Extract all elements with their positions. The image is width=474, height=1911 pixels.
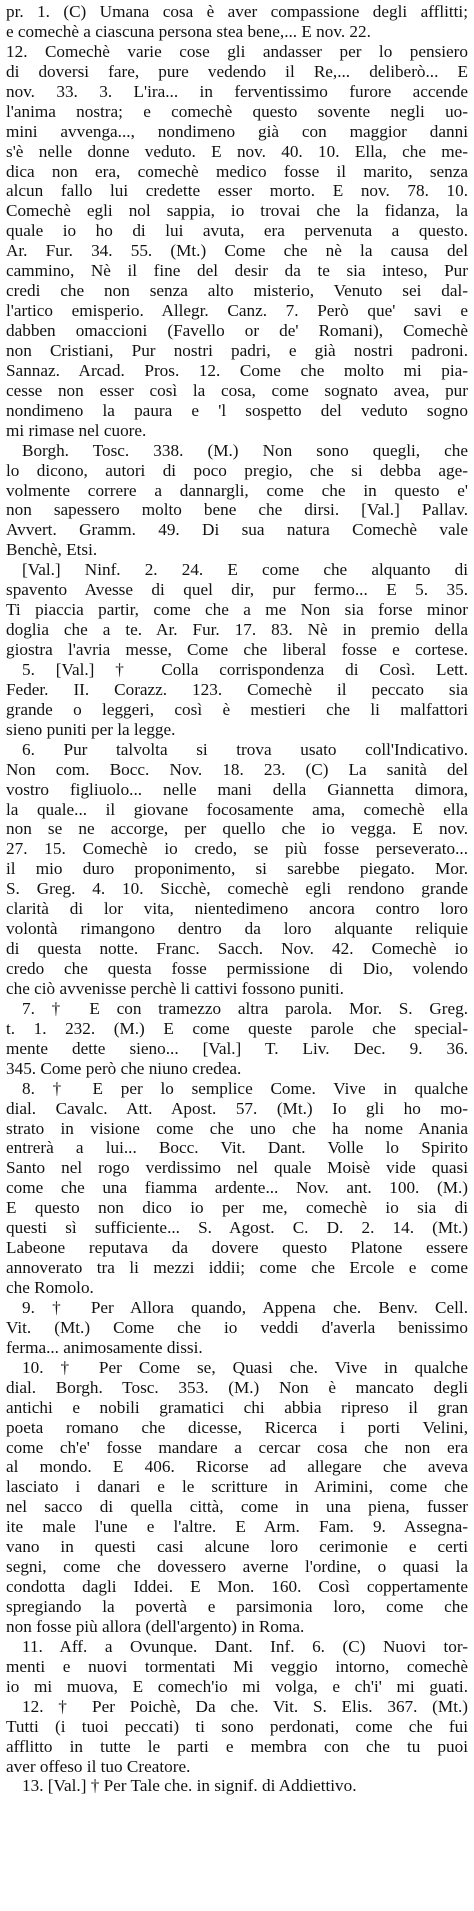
text-line: annoverato tra li mezzi iddii; come che Ercole e come bbox=[6, 1258, 468, 1278]
text-line: Santo nel rogo verdissimo nel quale Moisè vide quasi bbox=[6, 1158, 468, 1178]
text-line: questi sì sufficiente... S. Agost. C. D. 2. 14. (Mt.) bbox=[6, 1218, 468, 1238]
text-line: entrerà a lui... Bocc. Vit. Dant. Volle lo Spirito bbox=[6, 1138, 468, 1158]
text-line: credi che non senza alto misterio, Venuto sei dal- bbox=[6, 281, 468, 301]
text-line: Vit. (Mt.) Come che io veddi d'averla benissimo bbox=[6, 1317, 468, 1337]
text-line: come che una fiamma ardente... Nov. ant. 100. (M.) bbox=[6, 1178, 468, 1198]
text-line: pr. 1. (C) Umana cosa è aver compassione degli afflitti; bbox=[6, 2, 468, 21]
text-line: 5. [Val.] † Colla corrispondenza di Così. Lett. bbox=[22, 659, 468, 679]
text-line: ite male l'une e l'altre. E Arm. Fam. 9. Assegna- bbox=[6, 1517, 468, 1537]
text-line: mente dette sieno... [Val.] T. Liv. Dec. 9. 36. bbox=[6, 1038, 468, 1058]
text-line: Avvert. Gramm. 49. Di sua natura Comechè vale bbox=[6, 520, 468, 540]
text-line: che Romolo. bbox=[6, 1278, 94, 1297]
text-line: 6. Pur talvolta si trova usato coll'Indicativo. bbox=[22, 739, 468, 759]
text-line: s'è nelle donne veduto. E nov. 40. 10. Ella, che me- bbox=[6, 141, 468, 161]
text-line: Tutti (i tuoi peccati) ti sono perdonati, come che fui bbox=[6, 1716, 468, 1736]
text-line: dabben omaccioni (Favello or de' Romani), Comechè bbox=[6, 321, 468, 340]
text-line: nov. 33. 3. L'ira... in ferventissimo furore accende bbox=[6, 81, 468, 101]
text-line: io mi muova, E comech'io mi volga, e ch'i' mi guati. bbox=[6, 1676, 468, 1696]
text-line: t. 1. 232. (M.) E come queste parole che special- bbox=[6, 1018, 468, 1038]
text-line: Borgh. Tosc. 338. (M.) Non sono quegli, che bbox=[22, 440, 468, 460]
text-line: 27. 15. Comechè io credo, se più fosse perseverato... bbox=[6, 839, 468, 859]
text-line: lo dicono, autori di poco pregio, che si debba age- bbox=[6, 460, 468, 480]
text-line: come ch'e' fosse mandare a cercar cosa che non era bbox=[6, 1437, 468, 1457]
text-line: 8. † E per lo semplice Come. Vive in qualche bbox=[22, 1078, 468, 1098]
text-line: non fosse più allora (dell'argento) in Roma. bbox=[6, 1616, 305, 1636]
text-line: 12. † Per Poichè, Da che. Vit. S. Elis. 367. (Mt.) bbox=[22, 1696, 468, 1716]
text-line: l'anima nostra; e comechè questo sovente negli uo- bbox=[6, 101, 468, 121]
text-line: l'artico emisperio. Allegr. Canz. 7. Però que' savi e bbox=[6, 301, 468, 321]
text-line: vano in questi casi alcune loro cerimonie e certi bbox=[6, 1537, 468, 1557]
text-line: strato in visione come che uno che ha nome Anania bbox=[6, 1118, 468, 1138]
text-line: condotta dagli Iddei. E Mon. 160. Così coppertamente bbox=[6, 1577, 468, 1597]
text-line: Comechè egli nol sappia, io trovai che la fidanza, la bbox=[6, 201, 468, 221]
text-line: giostra l'avria messe, Come che liberal fosse e cortese. bbox=[6, 640, 468, 659]
text-line: di doversi fare, pure vedendo il Re,... deliberò... E bbox=[6, 61, 468, 81]
text-line: 9. † Per Allora quando, Appena che. Benv. Cell. bbox=[22, 1297, 468, 1317]
text-line: grande o leggeri, così è mestieri che li malfattori bbox=[6, 699, 468, 719]
text-line: cesse non esser così la cosa, come sognato avea, pur bbox=[6, 380, 468, 400]
text-line: Non com. Bocc. Nov. 18. 23. (C) La sanità del bbox=[6, 759, 468, 779]
text-line: Ar. Fur. 34. 55. (Mt.) Come che nè la causa del bbox=[6, 241, 468, 261]
text-line: antichi e nobili gramatici chi abbia ripreso il gran bbox=[6, 1397, 468, 1417]
text-line: segni, come che dovessero averne l'ordine, o quasi la bbox=[6, 1557, 468, 1577]
text-line: clarità di lor vita, nientedimeno ancora contro loro bbox=[6, 899, 468, 919]
text-line: [Val.] Ninf. 2. 24. E come che alquanto di bbox=[22, 560, 468, 580]
dictionary-page bbox=[6, 2, 468, 1907]
text-line: 12. Comechè varie cose gli andasser per lo pensiero bbox=[6, 41, 468, 61]
text-line: nondimeno la paura e 'l sospetto del veduto sogno bbox=[6, 400, 468, 420]
text-line: afflitto in tutte le parti e membra con che tu puoi bbox=[6, 1736, 468, 1756]
text-line: lasciato i danari e le scritture in Arimini, come che bbox=[6, 1477, 468, 1497]
text-line: nel sacco di quella città, come in una piena, fusser bbox=[6, 1497, 468, 1517]
text-line: Labeone reputava da dovere questo Platone essere bbox=[6, 1238, 468, 1258]
text-line: la quale... il giovane focosamente ama, comechè ella bbox=[6, 799, 468, 819]
text-line: 11. Aff. a Ovunque. Dant. Inf. 6. (C) Nuovi tor- bbox=[22, 1636, 468, 1656]
text-line: quale io ho di lui avuta, era pervenuta a questo. bbox=[6, 221, 468, 241]
text-line: volontà rimangono dentro da loro alquante reliquie bbox=[6, 919, 468, 939]
text-line: 13. [Val.] † Per Tale che. in signif. di Addiettivo. bbox=[22, 1776, 357, 1796]
text-line: sieno puniti per la legge. bbox=[6, 719, 176, 739]
text-line: poeta romano che dicesse, Ricerca i porti Velini, bbox=[6, 1417, 468, 1437]
text-line: E questo non dico io per me, comechè io sia di bbox=[6, 1198, 468, 1218]
text-line: Benchè, Etsi. bbox=[6, 540, 98, 560]
text-line: 10. † Per Come se, Quasi che. Vive in qualche bbox=[22, 1357, 468, 1377]
text-line: spavento Avesse di quel dir, pur fermo... E 5. 35. bbox=[6, 580, 468, 600]
text-line: Feder. II. Corazz. 123. Comechè il peccato sia bbox=[6, 679, 468, 699]
text-line: vostro figliuolo... nelle mani della Giannetta dimora, bbox=[6, 779, 468, 799]
text-line: S. Greg. 4. 10. Sicchè, comechè egli rendono grande bbox=[6, 879, 468, 899]
text-line: menti e nuovi tormentati Mi veggio intorno, comechè bbox=[6, 1656, 468, 1676]
text-line: il mio duro proponimento, si sarebbe piegato. Mor. bbox=[6, 859, 468, 879]
text-line: Ti piaccia partir, come che a me Non sia forse minor bbox=[6, 600, 468, 620]
text-line: non Cristiani, Pur nostri padri, e già nostri padroni. bbox=[6, 340, 468, 360]
text-line: al mondo. E 406. Ricorse ad allegare che aveva bbox=[6, 1457, 468, 1477]
text-line: credo che questa fosse permissione di Dio, volendo bbox=[6, 959, 468, 978]
text-line: e comechè a ciascuna persona stea bene,... E nov. 22. bbox=[6, 21, 371, 41]
text-line: 345. Come però che niuno credea. bbox=[6, 1058, 242, 1078]
text-line: cammino, Nè il fine del desir da te sia inteso, Pur bbox=[6, 261, 468, 281]
text-line: che ciò avvenisse perchè li cattivi fossono puniti. bbox=[6, 978, 344, 998]
text-line: dial. Borgh. Tosc. 353. (M.) Non è mancato degli bbox=[6, 1377, 468, 1397]
text-line: ferma... animosamente dissi. bbox=[6, 1337, 203, 1357]
text-line: 7. † E con tramezzo altra parola. Mor. S. Greg. bbox=[22, 998, 468, 1018]
text-line: alcun fallo lui credette esser morto. E nov. 78. 10. bbox=[6, 181, 468, 201]
text-line: dica non era, comechè medico fosse il marito, senza bbox=[6, 161, 468, 181]
text-line: aver offeso il tuo Creatore. bbox=[6, 1756, 191, 1776]
text-line: spregiando la povertà e parsimonia loro, come che bbox=[6, 1597, 468, 1616]
text-line: dial. Cavalc. Att. Apost. 57. (Mt.) Io gli ho mo- bbox=[6, 1098, 468, 1118]
text-line: non sapessero molto bene che dirsi. [Val.] Pallav. bbox=[6, 500, 468, 520]
text-line: mi rimase nel cuore. bbox=[6, 420, 147, 440]
text-line: volmente correre a dannargli, come che in questo e' bbox=[6, 480, 468, 500]
text-line: non se ne accorge, per quello che io vegga. E nov. bbox=[6, 819, 468, 839]
text-line: di questa notte. Franc. Sacch. Nov. 42. Comechè io bbox=[6, 939, 468, 959]
text-line: Sannaz. Arcad. Pros. 12. Come che molto mi pia- bbox=[6, 360, 468, 380]
text-line: mini avvenga..., nondimeno già con maggior danni bbox=[6, 121, 468, 141]
text-line: doglia che a te. Ar. Fur. 17. 83. Nè in premio della bbox=[6, 620, 468, 640]
